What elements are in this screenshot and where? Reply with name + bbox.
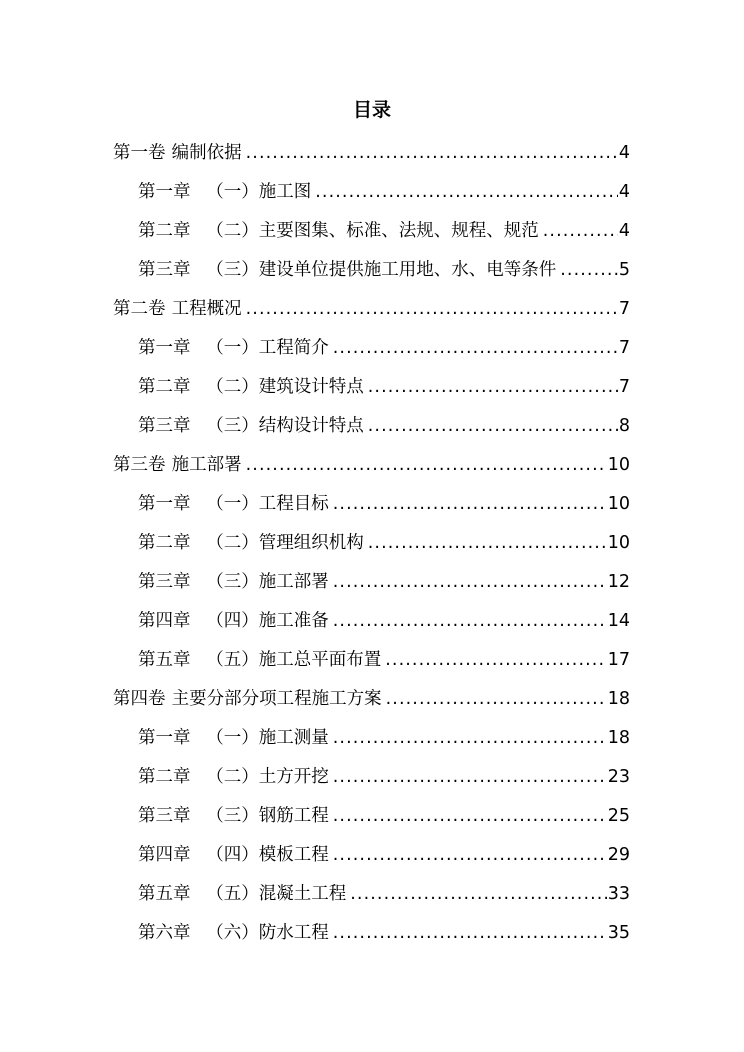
toc-page-number: 7 <box>618 299 630 319</box>
toc-entry-number: 第二章 <box>138 533 191 553</box>
toc-page-number: 4 <box>618 143 630 163</box>
toc-entry-label <box>138 758 329 797</box>
toc-dot-leader <box>333 329 618 368</box>
toc-volume-entry[interactable] <box>0 134 744 173</box>
toc-entry-number: 第四章 <box>138 845 191 865</box>
toc-chapter-entry[interactable] <box>0 173 744 212</box>
toc-page-number: 29 <box>607 845 630 865</box>
toc-dot-leader <box>543 212 618 251</box>
toc-entry-title: 施工部署 <box>171 455 242 475</box>
toc-dot-leader <box>333 914 607 953</box>
toc-chapter-entry[interactable] <box>0 251 744 290</box>
toc-entry-number: 第二章 <box>138 767 191 787</box>
toc-entry-title: （六）防水工程 <box>206 923 329 943</box>
toc-entry-number: 第四章 <box>138 611 191 631</box>
toc-page-number: 23 <box>607 767 630 787</box>
toc-dot-leader <box>246 290 618 329</box>
toc-entry-title: （二）管理组织机构 <box>206 533 364 553</box>
toc-dot-leader <box>333 719 607 758</box>
toc-page-number: 35 <box>607 923 630 943</box>
toc-page-number: 5 <box>618 260 630 280</box>
toc-chapter-entry[interactable] <box>0 485 744 524</box>
toc-entry-title: （一）工程简介 <box>206 338 329 358</box>
toc-page-number: 10 <box>607 533 630 553</box>
toc-entry-label <box>113 134 242 173</box>
toc-entry-title: （二）建筑设计特点 <box>206 377 364 397</box>
toc-chapter-entry[interactable] <box>0 719 744 758</box>
toc-page-number: 18 <box>607 728 630 748</box>
toc-chapter-entry[interactable] <box>0 368 744 407</box>
toc-entry-label <box>138 173 311 212</box>
toc-entry-label <box>138 797 329 836</box>
toc-dot-leader <box>350 875 606 914</box>
toc-volume-entry[interactable] <box>0 680 744 719</box>
toc-dot-leader <box>333 797 607 836</box>
toc-entry-title: 工程概况 <box>171 299 242 319</box>
toc-entry-label <box>138 485 329 524</box>
toc-page-number: 14 <box>607 611 630 631</box>
toc-dot-leader <box>386 680 607 719</box>
toc-entry-label <box>113 680 382 719</box>
toc-chapter-entry[interactable] <box>0 875 744 914</box>
toc-entry-label <box>138 563 329 602</box>
toc-entry-label <box>138 875 346 914</box>
toc-entry-title: （一）工程目标 <box>206 494 329 514</box>
toc-entry-label <box>138 212 539 251</box>
toc-entry-title: （三）施工部署 <box>206 572 329 592</box>
toc-entry-number: 第三章 <box>138 416 191 436</box>
toc-entry-label <box>113 446 242 485</box>
toc-volume-entry[interactable] <box>0 446 744 485</box>
toc-chapter-entry[interactable] <box>0 914 744 953</box>
toc-page-number: 12 <box>607 572 630 592</box>
toc-dot-leader <box>368 524 607 563</box>
toc-page-number: 7 <box>618 338 630 358</box>
toc-chapter-entry[interactable] <box>0 563 744 602</box>
toc-dot-leader <box>560 251 618 290</box>
toc-entry-number: 第三章 <box>138 572 191 592</box>
toc-entry-title: （三）建设单位提供施工用地、水、电等条件 <box>206 260 557 280</box>
toc-entry-number: 第三卷 <box>113 455 166 475</box>
toc-page-number: 18 <box>607 689 630 709</box>
toc-entry-title: （二）土方开挖 <box>206 767 329 787</box>
toc-entry-label <box>138 641 381 680</box>
toc-entry-title: （一）施工测量 <box>206 728 329 748</box>
toc-entry-label <box>138 719 329 758</box>
toc-entry-label <box>138 251 556 290</box>
toc-entry-label <box>138 329 329 368</box>
toc-chapter-entry[interactable] <box>0 407 744 446</box>
toc-dot-leader <box>246 446 607 485</box>
toc-entry-number: 第六章 <box>138 923 191 943</box>
toc-chapter-entry[interactable] <box>0 797 744 836</box>
toc-entry-number: 第四卷 <box>113 689 166 709</box>
toc-entry-number: 第二卷 <box>113 299 166 319</box>
toc-chapter-entry[interactable] <box>0 329 744 368</box>
toc-entry-number: 第一章 <box>138 728 191 748</box>
toc-entry-number: 第二章 <box>138 221 191 241</box>
toc-entry-label <box>113 290 242 329</box>
toc-title: 目录 <box>352 99 391 121</box>
toc-entry-label <box>138 407 364 446</box>
toc-chapter-entry[interactable] <box>0 602 744 641</box>
toc-page-number: 25 <box>607 806 630 826</box>
toc-page-number: 7 <box>618 377 630 397</box>
toc-entry-number: 第一章 <box>138 494 191 514</box>
toc-page-number: 4 <box>618 221 630 241</box>
toc-dot-leader <box>368 407 618 446</box>
toc-dot-leader <box>333 836 607 875</box>
toc-entry-number: 第一卷 <box>113 143 166 163</box>
toc-dot-leader <box>315 173 618 212</box>
toc-entry-number: 第五章 <box>138 650 191 670</box>
toc-entry-title: （三）结构设计特点 <box>206 416 364 436</box>
toc-dot-leader <box>368 368 618 407</box>
toc-entry-title: （五）施工总平面布置 <box>206 650 382 670</box>
toc-entry-title: 编制依据 <box>171 143 242 163</box>
toc-entry-label <box>138 524 364 563</box>
toc-dot-leader <box>333 602 607 641</box>
toc-page-number: 4 <box>618 182 630 202</box>
toc-dot-leader <box>246 134 618 173</box>
toc-entry-title: （三）钢筋工程 <box>206 806 329 826</box>
toc-chapter-entry[interactable] <box>0 836 744 875</box>
toc-page-number: 17 <box>607 650 630 670</box>
toc-entry-title: （一）施工图 <box>206 182 312 202</box>
toc-dot-leader <box>333 758 607 797</box>
toc-entry-number: 第五章 <box>138 884 191 904</box>
toc-page-number: 10 <box>607 455 630 475</box>
toc-entry-title: （四）模板工程 <box>206 845 329 865</box>
toc-entry-title: （二）主要图集、标准、法规、规程、规范 <box>206 221 539 241</box>
toc-entry-label <box>138 914 329 953</box>
toc-chapter-entry[interactable] <box>0 758 744 797</box>
toc-page-number: 8 <box>618 416 630 436</box>
toc-chapter-entry[interactable] <box>0 212 744 251</box>
toc-entry-label <box>138 602 329 641</box>
toc-entry-title: 主要分部分项工程施工方案 <box>171 689 382 709</box>
toc-entry-number: 第二章 <box>138 377 191 397</box>
toc-entry-title: （四）施工准备 <box>206 611 329 631</box>
toc-page-number: 10 <box>607 494 630 514</box>
toc-chapter-entry[interactable] <box>0 524 744 563</box>
toc-entry-title: （五）混凝土工程 <box>206 884 347 904</box>
toc-volume-entry[interactable] <box>0 290 744 329</box>
toc-entry-number: 第三章 <box>138 260 191 280</box>
toc-dot-leader <box>333 563 607 602</box>
toc-entry-number: 第一章 <box>138 182 191 202</box>
toc-entry-label <box>138 368 364 407</box>
toc-dot-leader <box>333 485 607 524</box>
toc-list <box>0 134 744 953</box>
toc-entry-number: 第三章 <box>138 806 191 826</box>
toc-chapter-entry[interactable] <box>0 641 744 680</box>
toc-dot-leader <box>385 641 606 680</box>
toc-entry-number: 第一章 <box>138 338 191 358</box>
toc-page-number: 33 <box>607 884 630 904</box>
toc-entry-label <box>138 836 329 875</box>
